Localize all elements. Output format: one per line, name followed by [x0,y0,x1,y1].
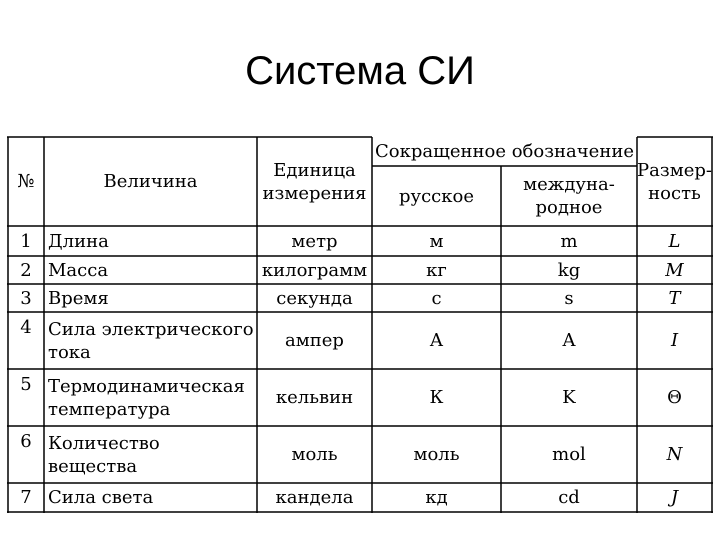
row-6-unit: моль [291,444,338,465]
header-russian: русское [398,185,474,207]
row-1-dim: L [668,230,681,252]
header-dim-line2: ность [648,182,701,204]
row-7-intl: cd [558,487,580,508]
row-6-name-line1: Количество [48,432,160,454]
row-2-intl: kg [557,259,581,281]
row-4-name [44,312,257,369]
si-units-table [7,136,713,513]
row-3-num: 3 [20,287,32,309]
row-7-ru: кд [425,487,448,508]
row-5-name [44,369,257,426]
row-2-dim: M [665,259,684,281]
row-7-dim: J [670,487,679,508]
row-1-name [44,226,257,256]
row-2-name [44,256,257,284]
row-4-name-line1: Сила электрического [48,318,254,340]
row-6-name [44,426,257,483]
row-3-intl: s [564,287,574,309]
row-5-name-line1: Термодинамическая [48,375,245,397]
header-unit-line1: Единица [273,159,356,181]
row-5-ru: К [429,387,444,408]
row-6-name-line2: вещества [48,455,138,477]
slide-title: Система СИ [245,49,475,93]
row-6-num: 6 [20,430,32,452]
row-2-num: 2 [20,259,32,281]
row-3-unit: секунда [276,287,353,309]
row-7-num: 7 [20,487,32,508]
row-4-unit: ампер [285,330,344,351]
row-2-ru: кг [426,259,447,281]
row-7-unit: кандела [275,487,354,508]
row-5-name-line2: температура [48,398,171,420]
row-4-name-line2: тока [48,341,91,363]
row-4-intl: A [562,330,576,351]
row-5-unit: кельвин [275,387,354,408]
row-1-name-line1: Длина [48,230,109,252]
row-3-name [44,284,257,312]
header-unit [257,137,372,226]
row-5-intl: K [562,387,576,408]
row-6-intl: mol [552,444,586,465]
row-2-unit: килограмм [261,259,368,281]
row-6-dim: N [666,444,683,465]
row-2-name-line1: Масса [48,259,109,281]
row-1-intl: m [560,230,578,252]
row-5-num: 5 [20,373,32,395]
header-quantity: Величина [103,171,198,192]
row-4-num: 4 [20,316,32,338]
row-7-name [44,483,257,512]
header-intl-line2: родное [535,197,603,218]
header-dimension [637,137,712,226]
header-num: № [17,171,35,192]
row-3-dim: T [668,287,681,309]
header-intl [501,166,637,226]
row-3-name-line1: Время [48,287,109,309]
row-6-ru: моль [413,444,460,465]
row-1-num: 1 [20,230,32,252]
header-unit-line2: измерения [262,182,367,204]
header-intl-line1: междуна- [523,174,615,195]
row-7-name-line1: Сила света [48,487,154,508]
header-dim-line1: Размер- [637,159,712,181]
row-4-ru: А [429,330,444,351]
row-5-dim: Θ [667,387,682,408]
row-1-ru: м [429,230,444,252]
header-abbrev: Сокращенное обозначение [375,141,634,162]
row-1-unit: метр [291,230,338,252]
row-3-ru: с [431,287,442,309]
row-4-dim: I [670,330,679,351]
